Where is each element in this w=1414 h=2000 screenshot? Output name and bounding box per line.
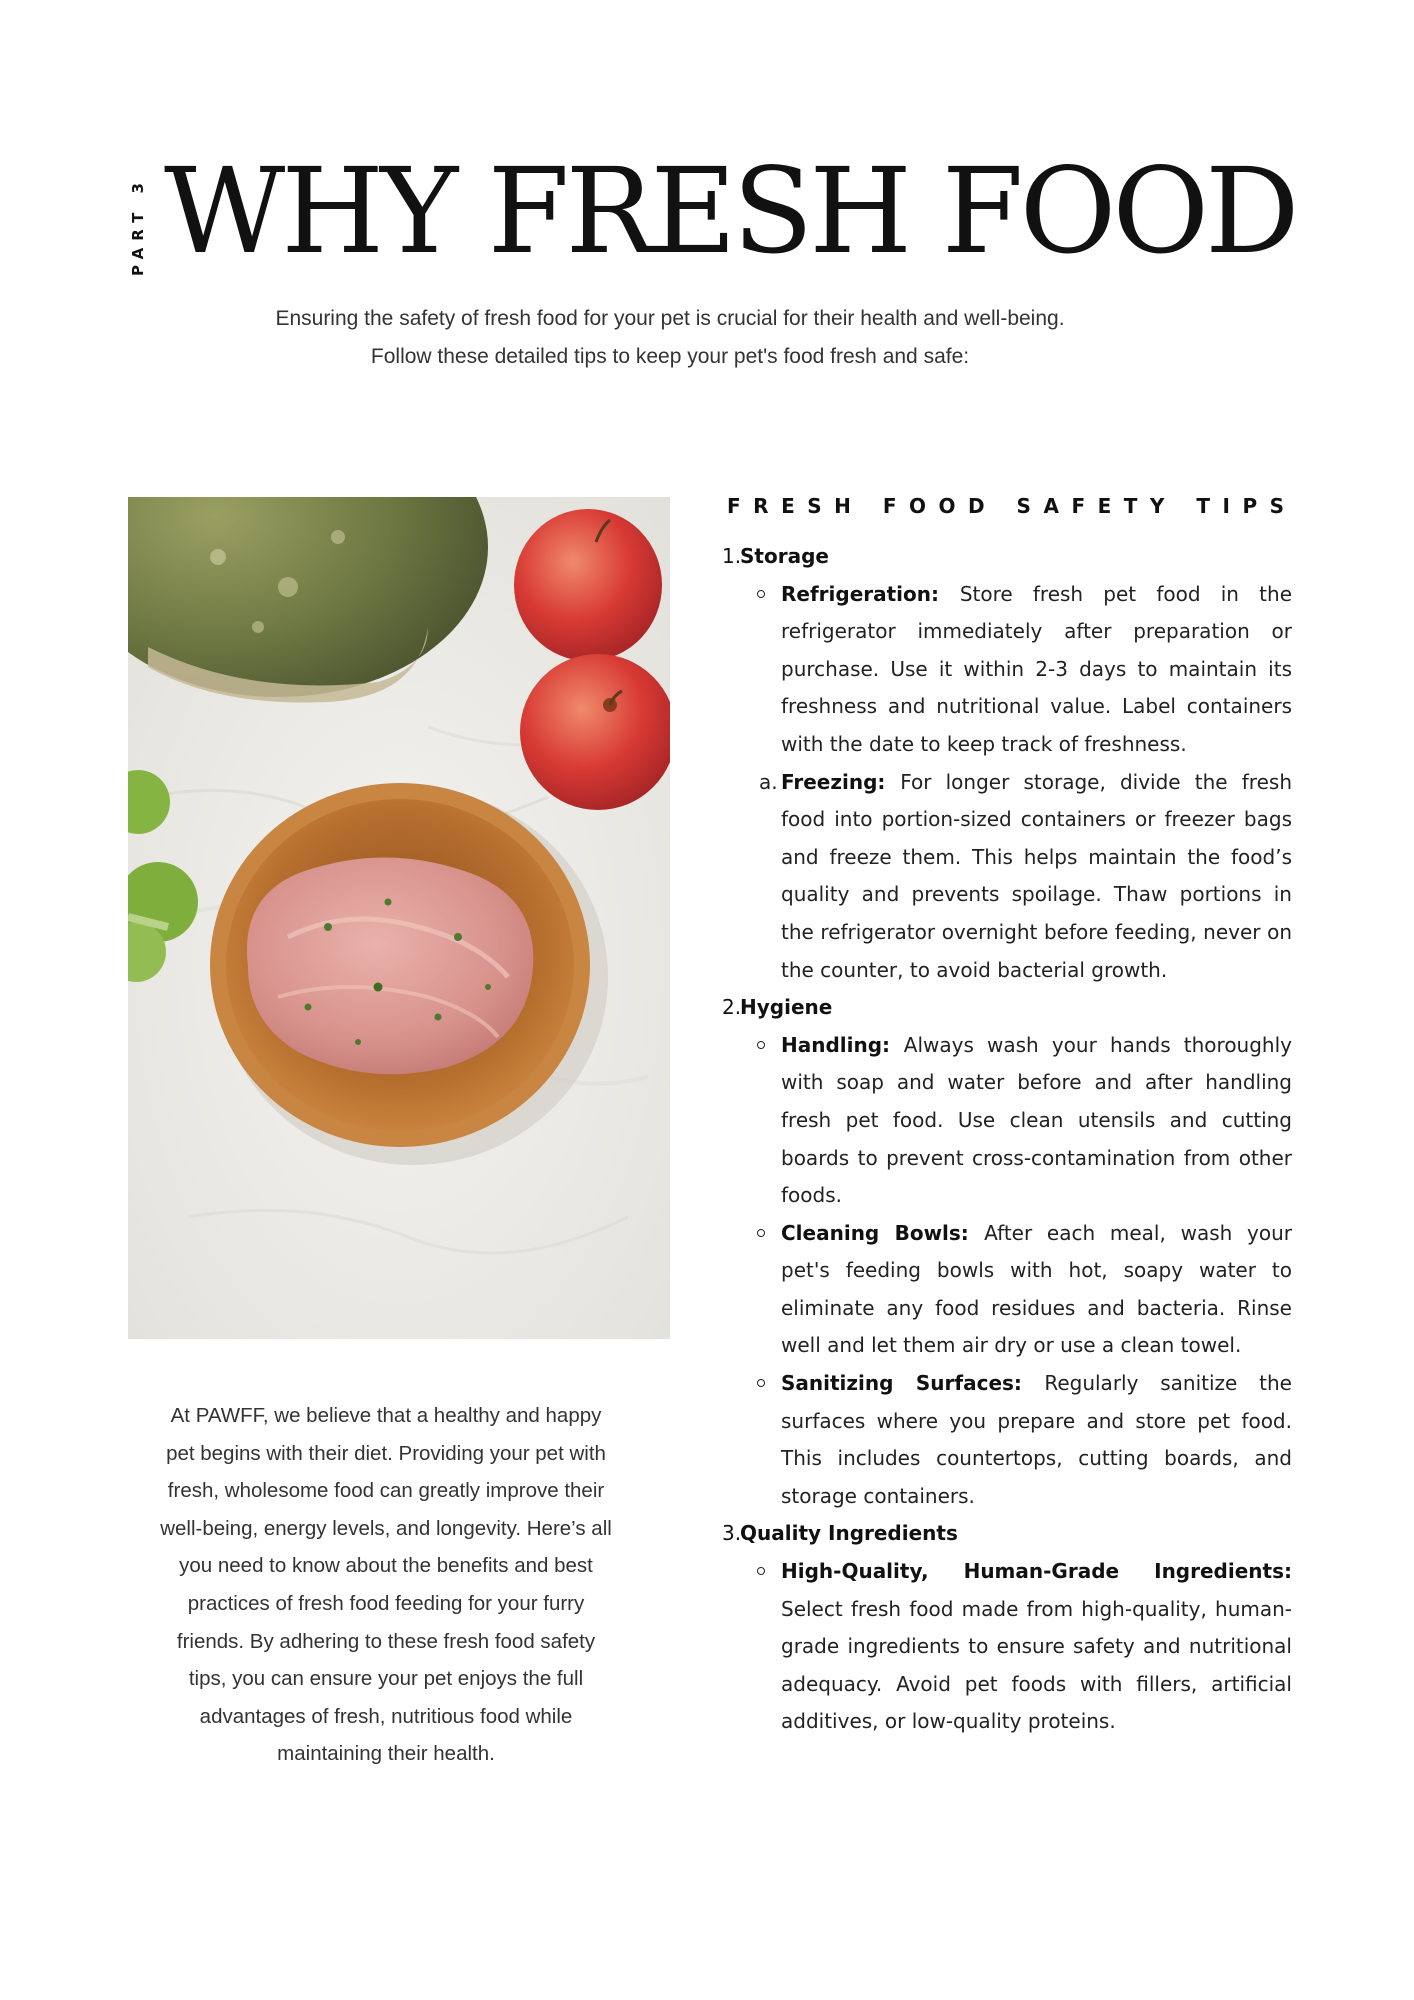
tip-label: Sanitizing Surfaces: xyxy=(781,1371,1045,1396)
tip-text: Regularly sanitize the surfaces where you prepare and store pet food. This includes countertops, cutting boards, and storage containers. xyxy=(781,1371,1292,1508)
tip-text: Always wash your hands thoroughly with soap and water before and after handling fresh pet food. Use clean utensils and cutting boards to prevent cross-contamination from other foods. xyxy=(781,1032,1292,1208)
bullet-circle-icon xyxy=(757,1041,765,1049)
tip-marker: a. xyxy=(759,769,778,794)
tips-column xyxy=(722,488,1297,1741)
tips-heading: FRESH FOOD SAFETY TIPS xyxy=(727,494,1297,518)
tip-text: Store fresh pet food in the refrigerator immediately after preparation or purchase. Use it within 2-3 days to maintain its freshness and nutritional value. Label containers with the date to keep track of freshness. xyxy=(781,581,1292,756)
intro-line-2: Follow these detailed tips to keep your pet's food fresh and safe: xyxy=(370,345,970,368)
section-title-text: Hygiene xyxy=(740,995,833,1020)
tip-label: Cleaning Bowls: xyxy=(781,1220,985,1245)
tip-item-human-grade-ingredients xyxy=(781,1553,1292,1741)
tip-label: Handling: xyxy=(781,1032,904,1057)
bullet-circle-icon xyxy=(757,1567,765,1575)
tip-item-refrigeration xyxy=(781,576,1292,764)
section-title xyxy=(722,989,1292,1027)
bullet-circle-icon xyxy=(757,590,765,598)
tip-label: Freezing: xyxy=(781,769,901,794)
tips-section-hygiene xyxy=(722,989,1292,1515)
section-title xyxy=(722,1515,1292,1553)
bullet-circle-icon xyxy=(757,1229,765,1237)
part-label xyxy=(118,166,158,286)
tip-text: For longer storage, divide the fresh food into portion-sized containers or freezer bags and freeze them. This helps maintain the food’s quality and prevents spoilage. Thaw portions in the refrigerator overnight before feeding, never on the counter, to avoid bacterial growth. xyxy=(781,769,1292,982)
section-number: 1. xyxy=(722,544,742,568)
bullet-circle-icon xyxy=(757,1379,765,1387)
fresh-food-bowl-photo xyxy=(128,497,670,1339)
part-label-text: PART 3 xyxy=(129,176,147,276)
tip-item-freezing xyxy=(759,764,1292,990)
page-title: WHY FRESH FOOD xyxy=(164,142,1296,280)
intro-line-1: Ensuring the safety of fresh food for your pet is crucial for their health and well-being. xyxy=(275,307,1065,330)
section-number: 3. xyxy=(722,1521,742,1546)
tips-section-storage xyxy=(722,538,1292,989)
tip-text: After each meal, wash your pet's feeding bowls with hot, soapy water to eliminate any food residues and bacteria. Rinse well and let them air dry or use a clean towel. xyxy=(781,1220,1293,1358)
section-title xyxy=(722,538,1292,576)
photo-illustration xyxy=(128,497,670,1339)
intro-text xyxy=(150,300,1190,376)
tip-item-cleaning-bowls xyxy=(781,1215,1292,1365)
section-number: 2. xyxy=(722,995,742,1020)
tip-text: Select fresh food made from high-quality, human-grade ingredients to ensure safety and nutritional adequacy. Avoid pet foods with fillers, artificial additives, or low-quality proteins. xyxy=(781,1596,1292,1734)
section-title-text: Quality Ingredients xyxy=(740,1521,958,1546)
tip-item-handling xyxy=(781,1027,1292,1215)
tip-item-sanitizing-surfaces xyxy=(781,1365,1292,1515)
tip-label: Refrigeration: xyxy=(781,581,960,606)
tip-label: High-Quality, Human-Grade Ingredients: xyxy=(781,1559,1292,1584)
tips-section-quality-ingredients xyxy=(722,1515,1292,1741)
section-title-text: Storage xyxy=(740,544,829,568)
about-paragraph: At PAWFF, we believe that a healthy and happy pet begins with their diet. Providing your pet with fresh, wholesome food can greatly improve their well-being, energy levels, and longevity. Here’s all you need to know about the benefits and best practices of fresh food feeding for your furry friends. By adhering to these fresh food safety tips, you can ensure your pet enjoys the full advantages of fresh, nutritious food while maintaining their health. xyxy=(160,1404,612,1766)
